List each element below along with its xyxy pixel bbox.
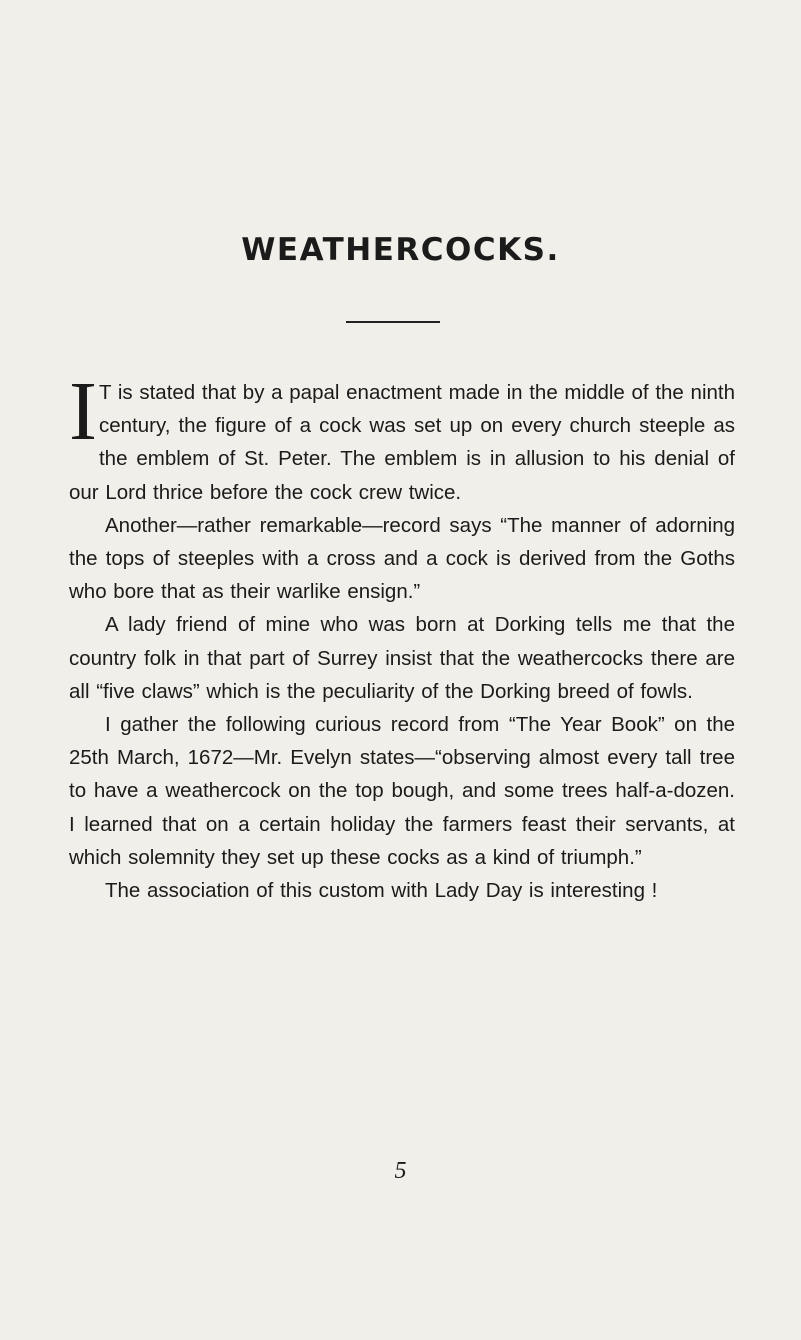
paragraph-4: I gather the following curious record from “The Year Book” on the 25th March, 1672—Mr. Evelyn states—“observing almost every tall tree to have a weathercock on the top bough, and some trees half-a-dozen. I learned that on a certain holiday the farmers feast their servants, at which solemnity they set up these cocks as a kind of triumph.” <box>69 713 735 869</box>
page-number: 5 <box>394 1158 407 1184</box>
title-divider <box>346 321 440 323</box>
paragraph-1 <box>69 365 735 509</box>
body-text <box>69 365 735 907</box>
paragraph-1-text: T is stated that by a papal enactment made in the middle of the ninth century, the figure of a cock was set up on every church steeple as the emblem of St. Peter. The emblem is in allusion to his denial of our Lord thrice before the cock crew twice. <box>69 381 735 504</box>
paragraph-5: The association of this custom with Lady Day is interesting ! <box>105 879 658 903</box>
drop-cap: I <box>69 365 97 458</box>
chapter-title: WEATHERCOCKS. <box>241 232 560 268</box>
paragraph-3: A lady friend of mine who was born at Dorking tells me that the country folk in that part of Surrey insist that the weathercocks there are all “five claws” which is the peculiarity of the Dorking breed of fowls. <box>69 613 735 703</box>
paragraph-2: Another—rather remarkable—record says “The manner of adorning the tops of steeples with a cross and a cock is derived from the Goths who bore that as their warlike ensign.” <box>69 513 735 604</box>
